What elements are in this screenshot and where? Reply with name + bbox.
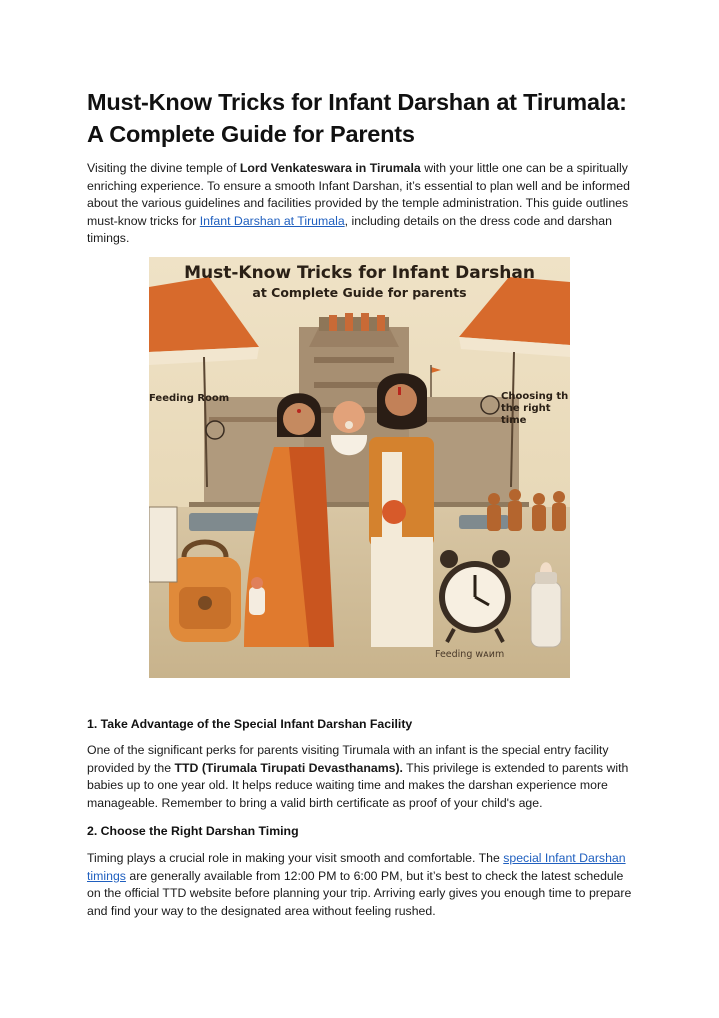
article-title: Must-Know Tricks for Infant Darshan at Tirumala: A Complete Guide for Parents <box>87 89 627 147</box>
section-heading-1: 1. Take Advantage of the Special Infant Darshan Facility <box>87 717 413 731</box>
intro-text-2: with your little one can be a spiritually enriching experience. To ensure a smooth Infant Darshan, it’s essential to plan well and be informed about the various guidelines and facilities provided by the temple administration. This guide outlines must-know tricks for <box>87 161 630 228</box>
illustration-subtitle: at Complete Guide for parents <box>252 285 467 300</box>
section-heading-2: 2. Choose the Right Darshan Timing <box>87 824 299 838</box>
infant-darshan-link[interactable]: Infant Darshan at Tirumala <box>199 213 345 228</box>
section-2-text-1: Timing plays a crucial role in making your visit smooth and comfortable. The <box>87 851 504 865</box>
intro-bold-temple: Lord Venkateswara in Tirumala <box>239 161 421 175</box>
article-illustration <box>149 257 570 678</box>
intro-text-1: Visiting the divine temple of <box>87 161 240 175</box>
section-1-bold-ttd: TTD (Tirumala Tirupati Devasthanams). <box>174 760 403 775</box>
section-2-text-2: are generally available from 12:00 PM to 6:00 PM, but it’s best to check the latest schedule on the official TTD website before planning your trip. Arriving early gives you enough time to prepare and find your way to the designated area without feeling rushed. <box>87 868 632 918</box>
section-1-text-2: This privilege is extended to parents with babies up to one year old. It helps reduce waiting time and makes the darshan experience more manageable. Remember to bring a valid birth certificate as proof of your child's age. <box>87 760 629 810</box>
father-figure <box>369 373 434 647</box>
intro-text-3: , including details on the dress code and darshan timings. <box>87 213 612 246</box>
choosing-time-line-1: Choosing th <box>501 391 569 402</box>
choosing-time-label <box>501 391 570 427</box>
darshan-timings-link[interactable]: special Infant Darshan timings <box>87 851 626 883</box>
intro-paragraph <box>87 160 635 248</box>
bottle-icon <box>531 562 561 647</box>
illustration-title: Must-Know Tricks for Infant Darshan <box>184 263 535 283</box>
section-1-text-1: One of the significant perks for parents visiting Tirumala with an infant is the special entry facility provided by the <box>87 743 609 775</box>
illustration-art <box>149 257 570 678</box>
section-2-paragraph <box>87 850 635 920</box>
choosing-time-line-2: the right time <box>501 403 551 426</box>
feeding-bottom-label: Feeding ᴡᴀᴎm <box>435 649 505 660</box>
section-1-paragraph <box>87 742 635 812</box>
feeding-room-label: Feeding Room <box>149 393 230 404</box>
